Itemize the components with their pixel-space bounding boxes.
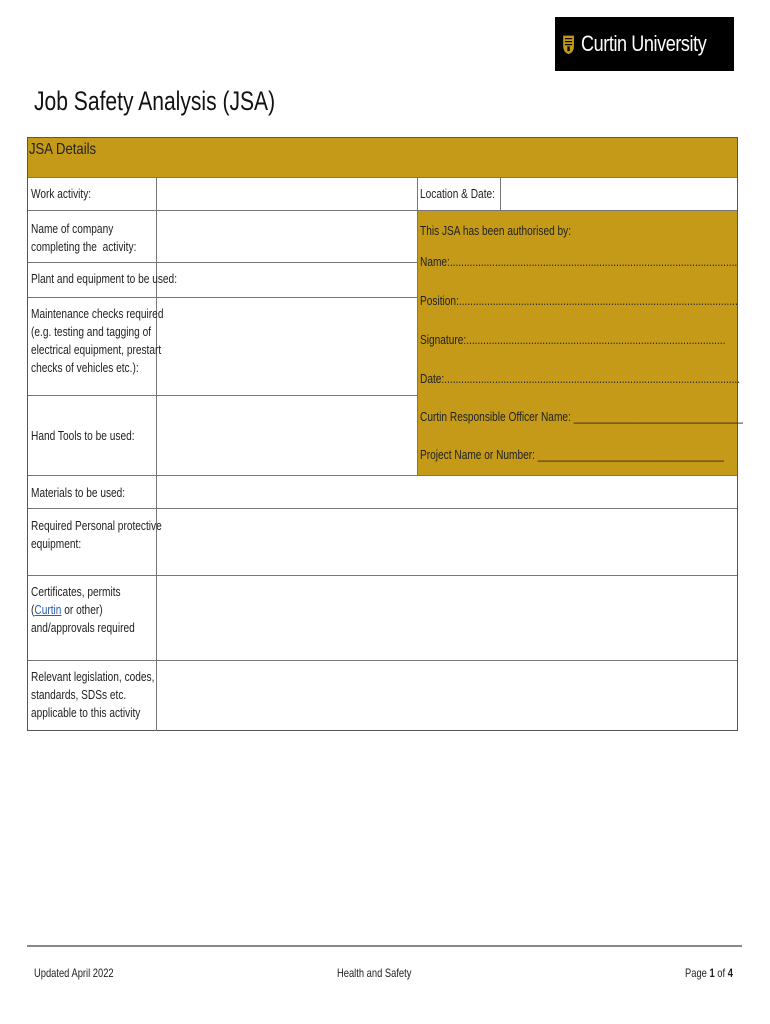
materials-input[interactable] — [157, 476, 737, 508]
work-activity-label: Work activity: — [31, 186, 92, 201]
certificates-input[interactable] — [157, 576, 737, 660]
curtin-logo — [555, 17, 734, 71]
hand-tools-label: Hand Tools to be used: — [31, 428, 135, 443]
location-date-label: Location & Date: — [420, 186, 495, 201]
curtin-link[interactable]: Curtin — [34, 602, 62, 617]
authorisation-heading: This JSA has been authorised by: — [420, 223, 572, 238]
responsible-officer-field[interactable]: Curtin Responsible Officer Name: ______________________________ — [420, 409, 743, 424]
legislation-input[interactable] — [157, 661, 737, 730]
auth-date-field[interactable]: Date:......................................................................................................... — [420, 371, 741, 386]
plant-label: Plant and equipment to be used: — [31, 271, 178, 286]
certificates-label: Certificates, permits (Curtin or other) and/approvals required — [31, 584, 135, 635]
jsa-details-form — [27, 137, 743, 731]
footer-updated: Updated April 2022 — [34, 966, 114, 980]
ppe-input[interactable] — [157, 509, 737, 575]
plant-input[interactable] — [157, 263, 417, 297]
project-name-field[interactable]: Project Name or Number: _________________________________ — [420, 447, 724, 462]
auth-position-field[interactable]: Position:................................................................................................... — [420, 293, 738, 308]
work-activity-input[interactable] — [157, 178, 417, 210]
maintenance-input[interactable] — [157, 298, 417, 395]
company-label: Name of company completing the activity: — [31, 221, 137, 254]
jsa-details-heading: JSA Details — [29, 141, 97, 158]
auth-signature-field[interactable]: Signature:............................................................................................ — [420, 332, 726, 347]
curtin-crest-icon — [562, 26, 575, 62]
footer-department: Health and Safety — [337, 966, 412, 980]
legislation-label: Relevant legislation, codes, standards, SDSs etc. applicable to this activity — [31, 669, 155, 720]
company-input[interactable] — [157, 211, 417, 262]
logo-text: Curtin University — [581, 31, 707, 56]
footer-page-number: Page 1 of 4 — [685, 966, 733, 980]
jsa-details-header — [27, 137, 738, 177]
footer-divider — [27, 945, 742, 947]
auth-name-field[interactable]: Name:...................................................................................................... — [420, 254, 738, 269]
location-date-input[interactable] — [501, 178, 737, 210]
ppe-label: Required Personal protective equipment: — [31, 518, 162, 551]
hand-tools-input[interactable] — [157, 396, 417, 475]
page-title: Job Safety Analysis (JSA) — [34, 86, 276, 116]
materials-label: Materials to be used: — [31, 485, 126, 500]
maintenance-label: Maintenance checks required (e.g. testing and tagging of electrical equipment, prestart checks of vehicles etc.): — [31, 306, 164, 375]
